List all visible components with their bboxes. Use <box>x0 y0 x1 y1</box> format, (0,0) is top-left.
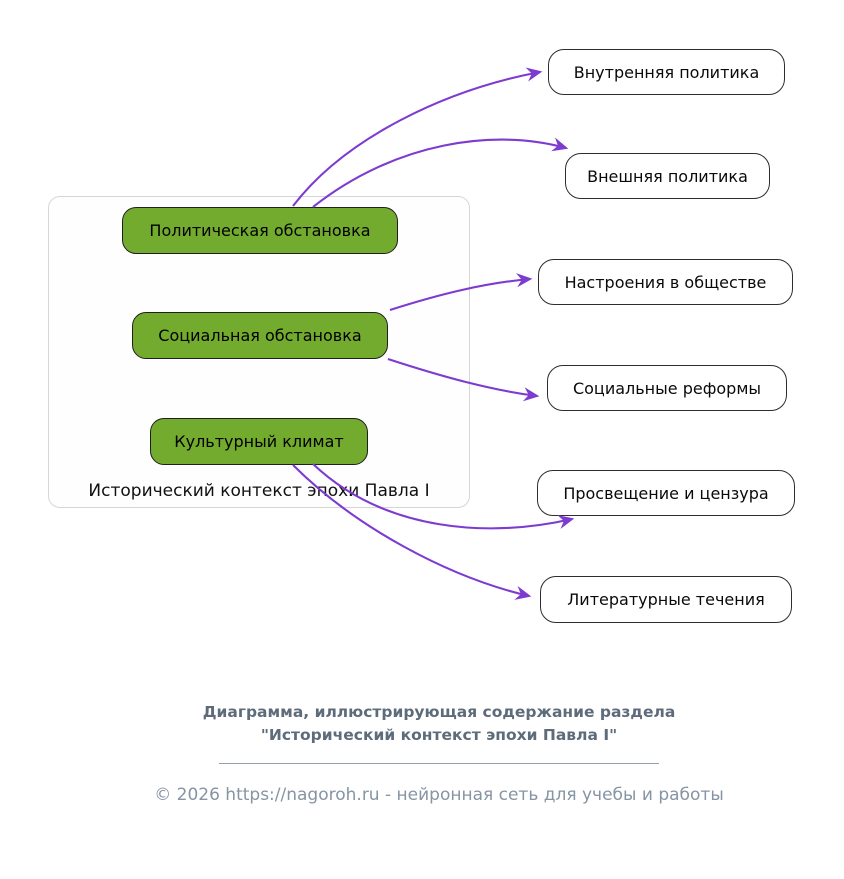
leaf-node-social-reforms: Социальные реформы <box>547 365 787 411</box>
branch-node-social-situation: Социальная обстановка <box>132 312 388 359</box>
leaf-node-public-moods: Настроения в обществе <box>538 259 793 305</box>
branch-node-cultural-climate: Культурный климат <box>150 418 368 465</box>
leaf-node-foreign-politics: Внешняя политика <box>565 153 770 199</box>
leaf-node-internal-politics: Внутренняя политика <box>548 49 785 95</box>
edge-political-to-internal <box>293 72 540 206</box>
root-cluster-label: Исторический контекст эпохи Павла I <box>88 481 430 501</box>
leaf-node-literary-movements: Литературные течения <box>540 576 792 623</box>
footer-copyright: © 2026 https://nagoroh.ru - нейронная сеть для учебы и работы <box>154 785 724 805</box>
footer-caption-line2: "Исторический контекст эпохи Павла I" <box>260 726 618 744</box>
branch-node-political-situation: Политическая обстановка <box>122 207 398 254</box>
footer-caption-line1: Диаграмма, иллюстрирующая содержание раздела <box>202 703 676 721</box>
footer-divider <box>219 763 659 764</box>
footer <box>34 701 844 805</box>
leaf-node-enlightenment-censorship: Просвещение и цензура <box>537 470 795 516</box>
